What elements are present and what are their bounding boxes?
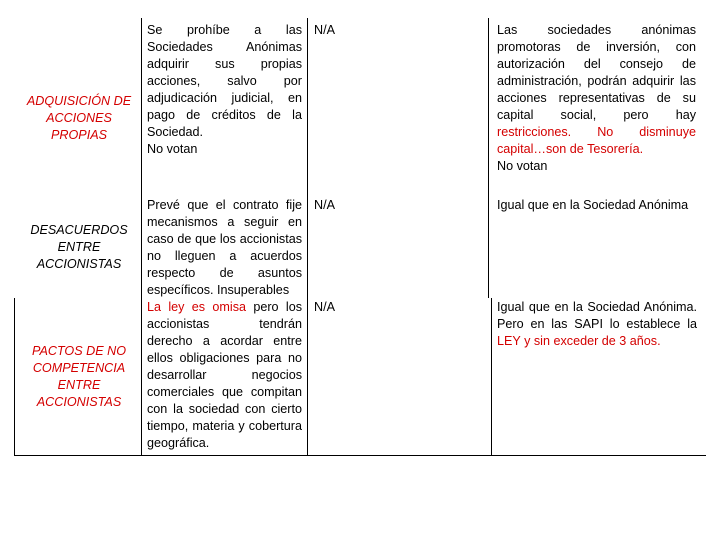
row-label-desacuerdos: DESACUERDOS ENTRE ACCIONISTAS [30,223,128,271]
row2-col3-text [497,197,707,214]
row3-col1-text [147,299,302,452]
row2-col1-text [147,197,302,299]
row2-na: N/A [314,198,335,212]
row3-col3-red: LEY y sin exceder de 3 años. [497,334,661,348]
row3-col3-black: Igual que en la Sociedad Anónima. Pero en las SAPI lo establece la [497,300,697,331]
row2-col3-black: Igual que en la Sociedad Anónima [497,198,689,212]
grid-line [307,18,308,455]
row1-col3-extra: No votan [497,159,548,173]
row3-col1-body: pero los accionistas tendrán derecho a acordar entre ellos obligaciones para no desarrollar negocios comerciales que compitan con la sociedad con cierto tiempo, materia y cobertura geográfica. [147,300,303,450]
row2-col1-body: Prevé que el contrato fije mecanismos a seguir en caso de que los accionistas no lleguen a acuerdos respecto de asuntos específicos. Insuperables [147,198,302,297]
grid-line [14,298,15,455]
row1-col1-extra: No votan [147,142,198,156]
row1-col3-red: restricciones. No disminuye capital…son de Tesorería. [497,125,696,156]
row3-na: N/A [314,300,335,314]
grid-line [491,298,492,455]
row1-col3-text [497,22,696,175]
grid-line [141,18,142,455]
row1-col1-text [147,22,302,158]
grid-line [14,455,706,456]
row1-col1-body: Se prohíbe a las Sociedades Anónimas adquirir sus propias acciones, salvo por adjudicación judicial, en pago de créditos de la Sociedad. [147,23,302,139]
row1-na: N/A [314,23,335,37]
grid-line [488,18,489,298]
row3-col1-red: La ley es omisa [147,300,247,314]
row1-col3-black: Las sociedades anónimas promotoras de inversión, con autorización del consejo de administración, podrán adquirir las acciones representativas de su capital social, pero hay [497,23,696,122]
row-label-adquisicion: ADQUISICIÓN DE ACCIONES PROPIAS [26,94,132,142]
row-label-pactos: PACTOS DE NO COMPETENCIA ENTRE ACCIONISTAS [31,344,126,409]
row3-col3-text [497,299,697,350]
